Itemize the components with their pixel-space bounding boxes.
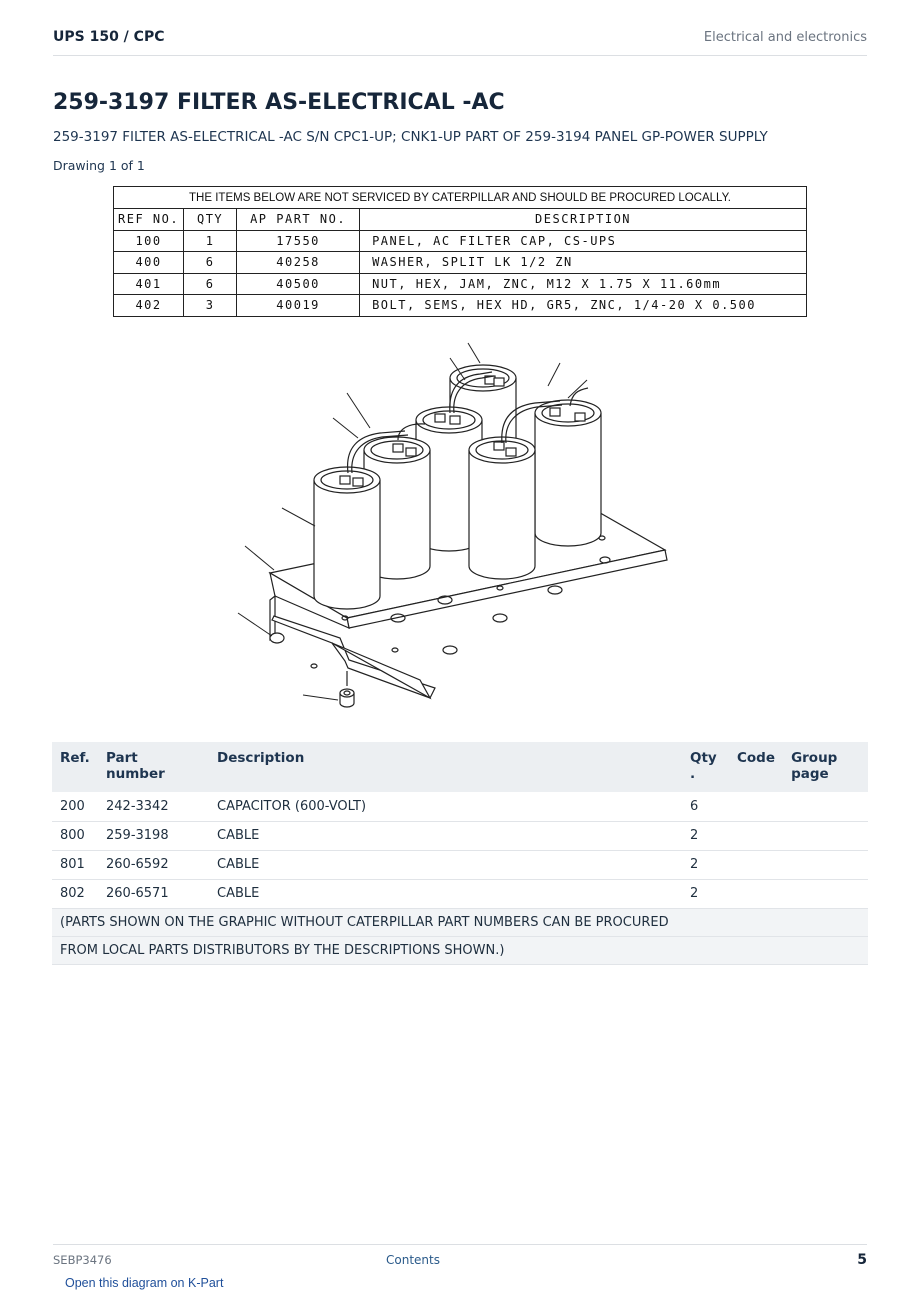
code-header: Code	[729, 742, 783, 792]
qty-cell: 3	[184, 295, 237, 317]
local-parts-notice: THE ITEMS BELOW ARE NOT SERVICED BY CATERPILLAR AND SHOULD BE PROCURED LOCALLY.	[114, 187, 807, 209]
ref-cell: 401	[114, 273, 184, 295]
description-cell: WASHER, SPLIT LK 1/2 ZN	[360, 252, 807, 274]
group-header-line1: Group	[791, 750, 838, 766]
ref-cell: 802	[52, 879, 98, 908]
part-cell: 40258	[237, 252, 360, 274]
description-cell: CABLE	[209, 879, 682, 908]
qty-cell: 2	[682, 821, 729, 850]
document-code: SEBP3476	[53, 1253, 112, 1267]
footer-divider	[53, 1244, 867, 1245]
local-parts-table	[113, 186, 807, 317]
table-row[interactable]	[52, 850, 868, 879]
description-cell: CABLE	[209, 850, 682, 879]
code-cell	[729, 792, 783, 821]
ref-cell: 801	[52, 850, 98, 879]
qty-cell: 1	[184, 230, 237, 252]
note-row	[52, 936, 868, 964]
qty-header-line1: Qty	[690, 750, 717, 766]
part-cell: 17550	[237, 230, 360, 252]
ref-header: Ref.	[52, 742, 98, 792]
code-cell	[729, 821, 783, 850]
note-text: (PARTS SHOWN ON THE GRAPHIC WITHOUT CATERPILLAR PART NUMBERS CAN BE PROCURED	[52, 908, 868, 936]
table-row[interactable]	[52, 792, 868, 821]
part-number-cell: 259-3198	[98, 821, 209, 850]
code-cell	[729, 879, 783, 908]
group-page-cell	[783, 850, 868, 879]
page-header	[53, 28, 867, 56]
qty-cell: 6	[184, 273, 237, 295]
group-header-line2: page	[791, 766, 829, 782]
local-parts-row	[114, 295, 807, 317]
page-title: 259-3197 FILTER AS-ELECTRICAL -AC	[53, 90, 505, 115]
part-number-header: Part number	[98, 742, 209, 792]
local-parts-row	[114, 230, 807, 252]
local-parts-row	[114, 252, 807, 274]
qty-cell: 2	[682, 850, 729, 879]
qty-header	[682, 742, 729, 792]
breadcrumb: UPS 150 / CPC	[53, 29, 165, 45]
qty-header-line2: .	[690, 766, 696, 782]
column-header: QTY	[184, 209, 237, 231]
page-number: 5	[857, 1252, 867, 1268]
description-cell: CAPACITOR (600-VOLT)	[209, 792, 682, 821]
ref-cell: 100	[114, 230, 184, 252]
table-row[interactable]	[52, 879, 868, 908]
part-cell: 40019	[237, 295, 360, 317]
kpart-link[interactable]: Open this diagram on K-Part	[65, 1276, 224, 1290]
description-cell: NUT, HEX, JAM, ZNC, M12 X 1.75 X 11.60mm	[360, 273, 807, 295]
parts-header-row	[52, 742, 868, 792]
column-header: REF NO.	[114, 209, 184, 231]
ref-cell: 402	[114, 295, 184, 317]
part-number-cell: 242-3342	[98, 792, 209, 821]
group-page-cell	[783, 792, 868, 821]
drawing-count: Drawing 1 of 1	[53, 158, 145, 173]
exploded-parts-diagram[interactable]	[230, 338, 680, 723]
note-row	[52, 908, 868, 936]
qty-cell: 6	[184, 252, 237, 274]
description-cell: PANEL, AC FILTER CAP, CS-UPS	[360, 230, 807, 252]
section-label: Electrical and electronics	[703, 30, 867, 45]
parts-table	[52, 742, 868, 965]
ref-cell: 800	[52, 821, 98, 850]
qty-cell: 2	[682, 879, 729, 908]
note-text: FROM LOCAL PARTS DISTRIBUTORS BY THE DESCRIPTIONS SHOWN.)	[52, 936, 868, 964]
group-page-header	[783, 742, 868, 792]
part-number-cell: 260-6592	[98, 850, 209, 879]
description-cell: BOLT, SEMS, HEX HD, GR5, ZNC, 1/4-20 X 0.500	[360, 295, 807, 317]
table-row[interactable]	[52, 821, 868, 850]
local-parts-header-row	[114, 209, 807, 231]
contents-link[interactable]: Contents	[386, 1253, 440, 1267]
page-subtitle: 259-3197 FILTER AS-ELECTRICAL -AC S/N CPC1-UP; CNK1-UP PART OF 259-3194 PANEL GP-POWER SUPPLY	[53, 129, 768, 145]
code-cell	[729, 850, 783, 879]
column-header: DESCRIPTION	[360, 209, 807, 231]
ref-cell: 200	[52, 792, 98, 821]
ref-cell: 400	[114, 252, 184, 274]
column-header: AP PART NO.	[237, 209, 360, 231]
group-page-cell	[783, 879, 868, 908]
description-cell: CABLE	[209, 821, 682, 850]
group-page-cell	[783, 821, 868, 850]
description-header: Description	[209, 742, 682, 792]
part-number-cell: 260-6571	[98, 879, 209, 908]
part-cell: 40500	[237, 273, 360, 295]
qty-cell: 6	[682, 792, 729, 821]
local-parts-row	[114, 273, 807, 295]
